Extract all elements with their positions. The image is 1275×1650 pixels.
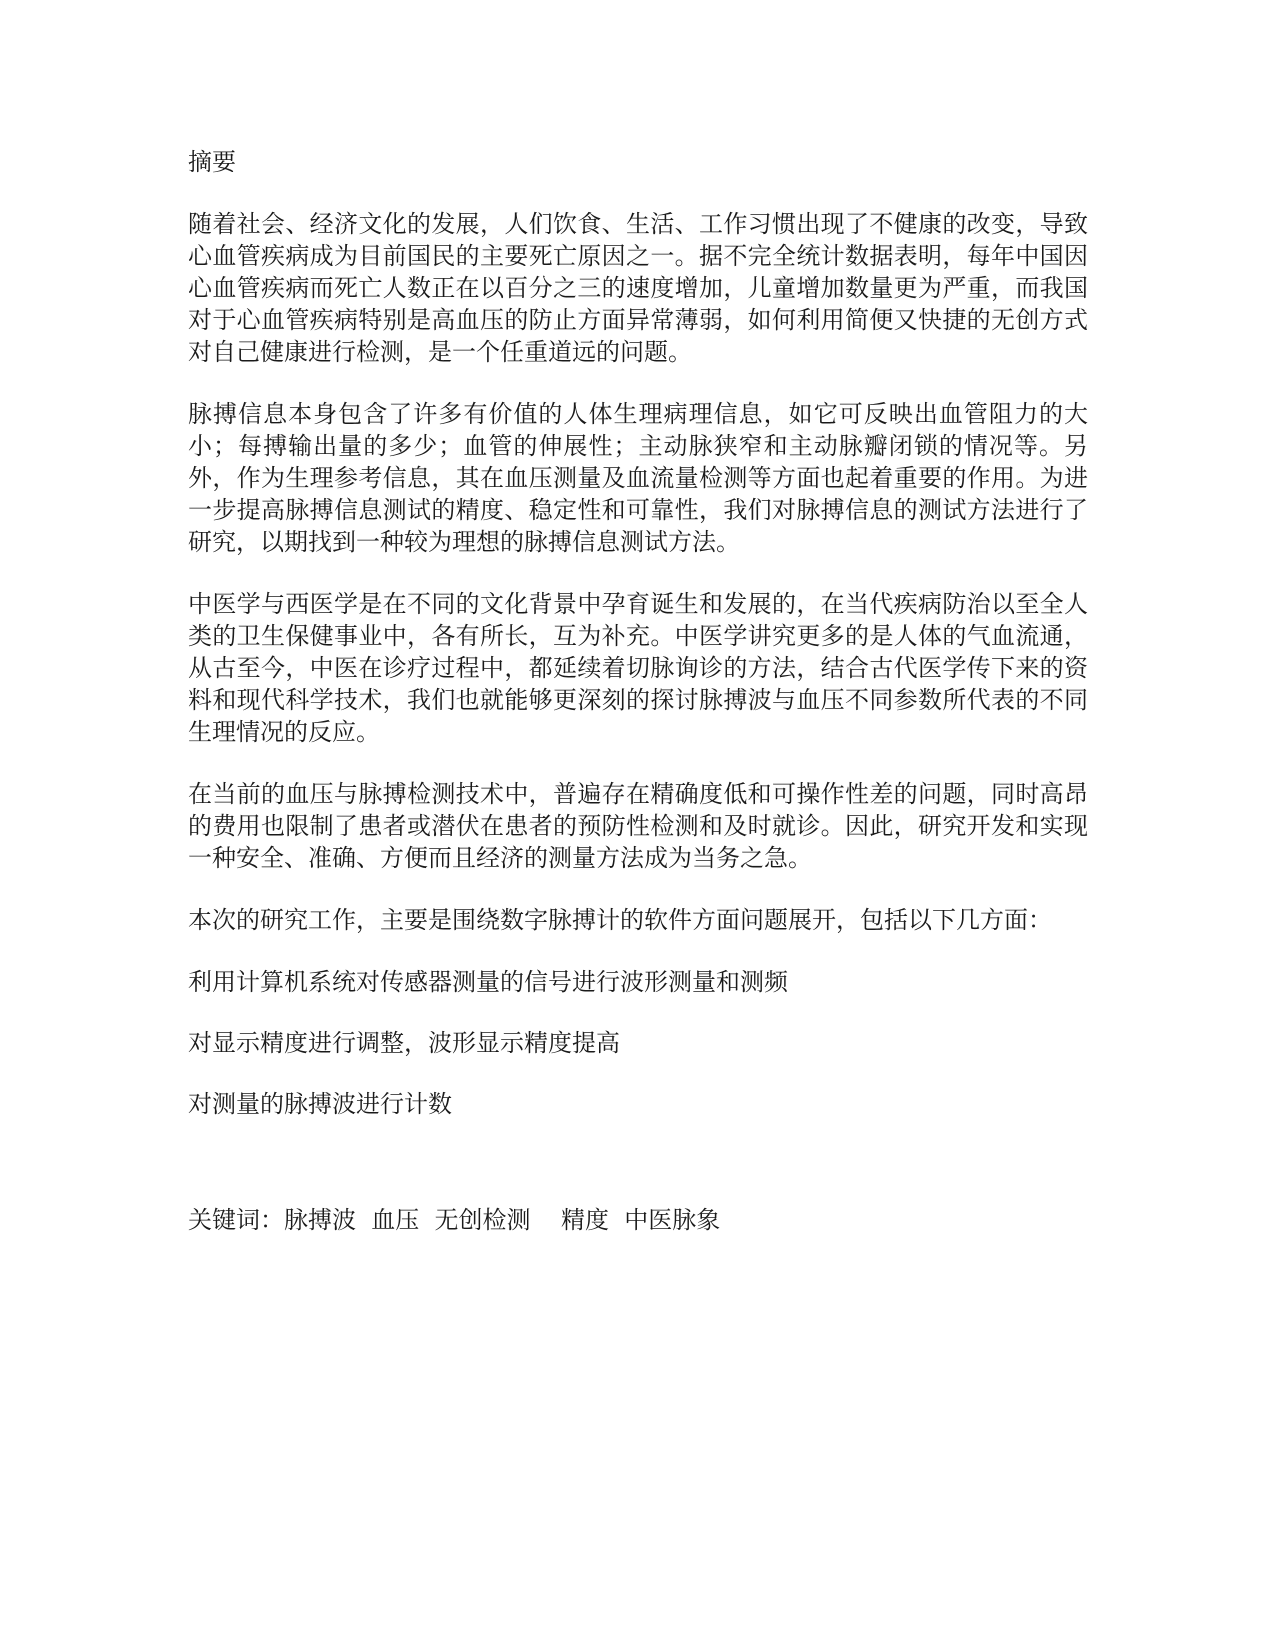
paragraph-4: 在当前的血压与脉搏检测技术中，普遍存在精确度低和可操作性差的问题，同时高昂的费用也限制了患者或潜伏在患者的预防性检测和及时就诊。因此，研究开发和实现一种安全、准确、方便而且经济的测量方法成为当务之急。 [188, 780, 1088, 872]
abstract-body [188, 146, 1088, 1149]
paragraph-2: 脉搏信息本身包含了许多有价值的人体生理病理信息，如它可反映出血管阻力的大小；每搏输出量的多少；血管的伸展性；主动脉狭窄和主动脉瓣闭锁的情况等。另外，作为生理参考信息，其在血压测量及血流量检测等方面也起着重要的作用。为进一步提高脉搏信息测试的精度、稳定性和可靠性，我们对脉搏信息的测试方法进行了研究，以期找到一种较为理想的脉搏信息测试方法。 [188, 400, 1088, 556]
work-item-3: 对测量的脉搏波进行计数 [188, 1090, 452, 1118]
abstract-heading: 摘要 [188, 148, 236, 176]
work-item-1: 利用计算机系统对传感器测量的信号进行波形测量和测频 [188, 968, 788, 996]
keywords-line: 关键词：脉搏波 血压 无创检测 精度 中医脉象 [188, 1206, 721, 1234]
paragraph-3: 中医学与西医学是在不同的文化背景中孕育诞生和发展的，在当代疾病防治以至全人类的卫生保健事业中，各有所长，互为补充。中医学讲究更多的是人体的气血流通，从古至今，中医在诊疗过程中，都延续着切脉询诊的方法，结合古代医学传下来的资料和现代科学技术，我们也就能够更深刻的探讨脉搏波与血压不同参数所代表的不同生理情况的反应。 [188, 590, 1088, 746]
paragraph-1: 随着社会、经济文化的发展，人们饮食、生活、工作习惯出现了不健康的改变，导致心血管疾病成为目前国民的主要死亡原因之一。据不完全统计数据表明，每年中国因心血管疾病而死亡人数正在以百分之三的速度增加，儿童增加数量更为严重，而我国对于心血管疾病特别是高血压的防止方面异常薄弱，如何利用简便又快捷的无创方式对自己健康进行检测，是一个任重道远的问题。 [188, 210, 1088, 366]
paragraph-5: 本次的研究工作，主要是围绕数字脉搏计的软件方面问题展开，包括以下几方面： [188, 906, 1052, 934]
work-item-2: 对显示精度进行调整，波形显示精度提高 [188, 1029, 620, 1057]
